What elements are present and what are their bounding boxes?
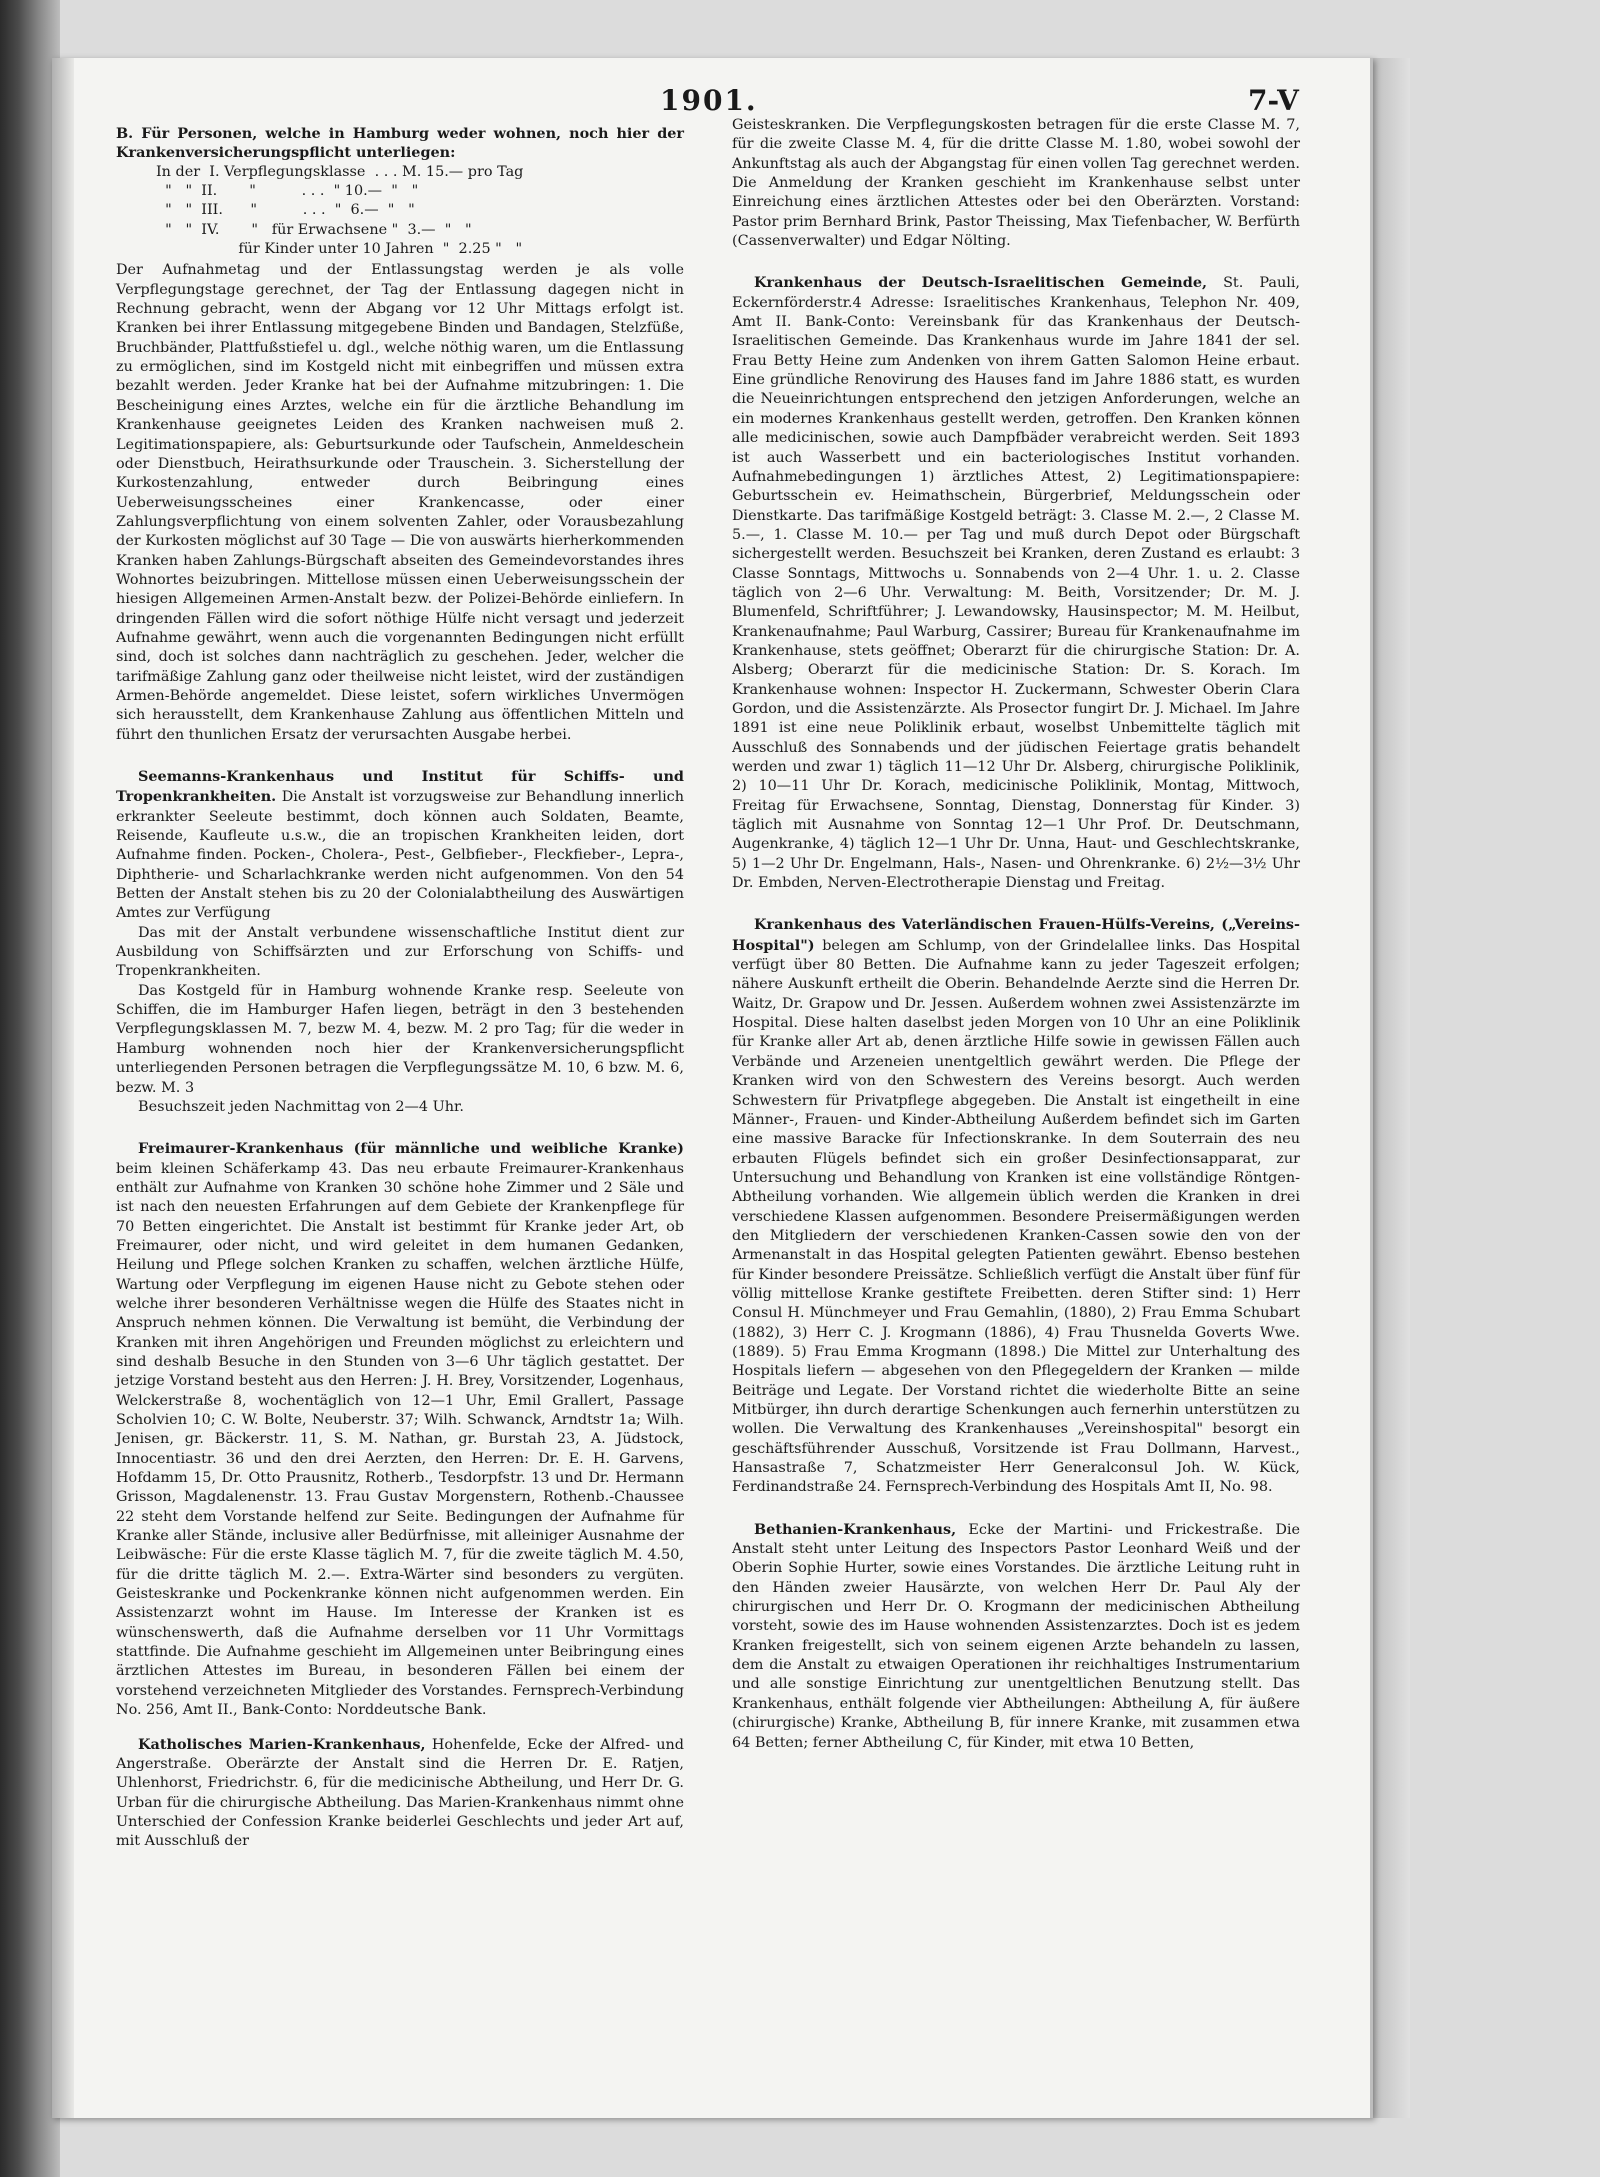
entry-freimaurer-krankenhaus [116,1139,684,1720]
tariff-row: für Kinder unter 10 Jahren " 2.25 " " [156,241,523,258]
entry-text: St. Pauli, Eckernförderstr.4 Adresse: Israelitisches Krankenhaus, Telephon Nr. 409, Amt II. Bank-Conto: Vereinsbank für das Krankenhaus der Deutsch-Israelitischen Gemeinde. Das Krankenhaus wurde im Jahre 1841 der sel. Frau Betty Heine zum Andenken von ihrem Gatten Salomon Heine erbaut. Eine gründliche Renovirung des Hauses fand im Jahre 1886 statt, es wurden die Neueinrichtungen entsprechend den jetzigen Anforderungen, welche an ein modernes Krankenhaus gestellt werden, getroffen. Den Kranken können alle medicinischen, sowie auch Dampfbäder verabreicht werden. Seit 1893 ist auch Wasserbett und ein bacteriologisches Institut vorhanden. Aufnahmebedingungen 1) ärztliches Attest, 2) Legitimationspapiere: Geburtsschein ev. Heimathschein, Bürgerbrief, Meldungsschein oder Dienstkarte. Das tarifmäßige Kostgeld beträgt: 3. Classe M. 2.—, 2 Classe M. 5.—, 1. Classe M. 10.— per Tag und muß durch Depot oder Bürgschaft sichergestellt werden. Besuchszeit bei Kranken, deren Zustand es erlaubt: 3 Classe Sonntags, Mittwochs u. Sonnabends von 2—4 Uhr. 1. u. 2. Classe täglich von 2—6 Uhr. Verwaltung: M. Beith, Vorsitzender; Dr. M. J. Blumenfeld, Schriftführer; J. Lewandowsky, Hausinspector; M. M. Heilbut, Krankenaufnahme; Paul Warburg, Cassirer; Bureau für Krankenaufnahme im Krankenhause, stets geöffnet; Oberarzt für die chirurgische Station: Dr. A. Alsberg; Oberarzt für die medicinische Station: Dr. S. Korach. Im Krankenhause wohnen: Inspector H. Zuckermann, Schwester Oberin Clara Gordon, und die Assistenzärzte. Als Prosector fungirt Dr. J. Michael. Im Jahre 1891 ist eine neue Poliklinik erbaut, woselbst Unbemittelte täglich mit Ausschluß des Sonnabends und der jüdischen Feiertage gratis behandelt werden und zwar 1) täglich 11—12 Uhr Dr. Alsberg, chirurgische Poliklinik, 2) 10—11 Uhr Dr. Korach, medicinische Poliklinik, Montag, Mittwoch, Freitag für Erwachsene, Sonntag, Dienstag, Donnerstag für Kinder. 3) täglich mit Ausnahme von Sonntag 12—1 Uhr Prof. Dr. Deutschmann, Augenkranke, 4) täglich 12—1 Uhr Dr. Unna, Haut- und Geschlechtskranke, 5) 1—2 Uhr Dr. Engelmann, Hals-, Nasen- und Ohrenkranke. 6) 2½—3½ Uhr Dr. Embden, Nerven-Electrotherapie Dienstag und Freitag. [732,275,1300,892]
scan-right-edge [1370,58,1410,2118]
entry-heading: Krankenhaus der Deutsch-Israelitischen Gemeinde, [754,274,1207,292]
right-column [732,116,1300,1753]
entry-seemanns-krankenhaus [116,767,684,1117]
tariff-row: " " II. " . . . " 10.— " " [156,183,419,200]
entry-heading: Freimaurer-Krankenhaus (für männliche und weibliche Kranke) [138,1140,684,1158]
entry-text: Ecke der Martini- und Frickestraße. Die Anstalt steht unter Leitung des Inspectors Pastor Leonhard Weiß und der Oberin Sophie Hurter, sowie eines Vorstandes. Die ärztliche Leitung ruht in den Händen zweier Hausärzte, von welchen Herr Dr. Paul Aly der chirurgischen und Herr Dr. O. Krogmann der medicinischen Abtheilung vorsteht, sowie des im Hause wohnenden Assistenzarztes. Doch ist es jedem Kranken freigestellt, sich von seinem eigenen Arzte behandeln zu lassen, dem die Anstalt zu etwaigen Operationen ihr reichhaltiges Instrumentarium und alle sonstige Einrichtung zur unentgeltlichen Benutzung stellt. Das Krankenhaus, enthält folgende vier Abtheilungen: Abtheilung A, für äußere (chirurgische) Kranke, Abtheilung B, für innere Kranke, mit zusammen etwa 64 Betten; ferner Abtheilung C, für Kinder, mit etwa 10 Betten, [732,1521,1300,1751]
entry-text: Der Aufnahmetag und der Entlassungstag werden je als volle Verpflegungstage gerechnet, der Tag der Entlassung dagegen nicht in Rechnung gebracht, wenn der Abgang vor 12 Uhr Mittags erfolgt ist. Kranken bei ihrer Entlassung mitgegebene Binden und Bandagen, Stelzfüße, Bruchbänder, Plattfußstiefel u. dgl., welche nöthig waren, um die Entlassung zu ermöglichen, sind im Kostgeld nicht mit einbegriffen und müssen extra bezahlt werden. Jeder Kranke hat bei der Aufnahme mitzubringen: 1. Die Bescheinigung eines Arztes, welche ein für die ärztliche Behandlung im Krankenhause geeignetes Leiden des Kranken nachweisen muß 2. Legitimationspapiere, als: Geburtsurkunde oder Taufschein, Anmeldeschein oder Dienstbuch, Heirathsurkunde oder Trauschein. 3. Sicherstellung der Kurkostenzahlung, entweder durch Beibringung eines Ueberweisungsscheines einer Krankencasse, oder einer Zahlungsverpflichtung von einem solventen Zahler, oder Vorausbezahlung der Kurkosten möglichst auf 30 Tage — Die von auswärts hierherkommenden Kranken haben Zahlungs-Bürgschaft abseiten des Gemeindevorstandes ihres Wohnortes beizubringen. Mittellose müssen einen Ueberweisungsschein der hiesigen Allgemeinen Armen-Anstalt bezw. der Polizei-Behörde einliefern. In dringenden Fällen wird die sofort nöthige Hülfe nicht versagt und jederzeit Aufnahme gewährt, wenn auch die vorgenannten Bedingungen nicht erfüllt sind, doch ist solches dann nachträglich zu geschehen. Jeder, welcher die tarifmäßige Zahlung ganz oder theilweise nicht leistet, wird der zuständigen Armen-Behörde angemeldet. Diese leistet, sofern wirkliches Unvermögen sich herausstellt, dem Krankenhause Zahlung aus öffentlichen Mitteln und führt den thunlichen Ersatz der verursachten Ausgabe herbei. [116,262,684,743]
scan-binding-edge [0,0,60,2177]
entry-tariff-b [116,124,684,745]
entry-text: belegen am Schlump, von der Grindelallee links. Das Hospital verfügt über 80 Betten. Die Aufnahme kann zu jeder Tageszeit erfolgen; nähere Auskunft ertheilt die Oberin. Behandelnde Aerzte sind die Herren Dr. Waitz, Dr. Grapow und Dr. Jessen. Außerdem wohnen zwei Assistenzärzte im Hospital. Diese halten daselbst jeden Morgen von 10 Uhr an eine Poliklinik für Kranke aller Art ab, denen ärztliche Hilfe sowie in gewissen Fällen auch Verbände und Arzeneien unentgeltlich gewährt werden. Die Pflege der Kranken wird von den Schwestern des Vereins besorgt. Auch werden Schwestern für Privatpflege abgegeben. Die Anstalt ist eingetheilt in eine Männer-, Frauen- und Kinder-Abtheilung Außerdem befindet sich im Garten eine massive Baracke für Infectionskranke. In dem Souterrain des neu erbauten Flügels befindet sich ein großer Desinfectionsapparat, zur Untersuchung und Behandlung von Kranken ist eine vollständige Röntgen-Abtheilung vorhanden. Wie allgemein üblich werden die Kranken in drei verschiedene Klassen aufgenommen. Besondere Preisermäßigungen werden den Mitgliedern der verschiedenen Kranken-Cassen sowie den von der Armenanstalt in das Hospital gelegten Patienten gewährt. Ebenso bestehen für Kinder besondere Preissätze. Schließlich verfügt die Anstalt über fünf für völlig mittellose Kranke gestiftete Freibetten. deren Stifter sind: 1) Herr Consul H. Münchmeyer und Frau Gemahlin, (1880), 2) Frau Emma Schubart (1882), 3) Herr C. J. Krogmann (1886), 4) Frau Thusnelda Goverts Wwe. (1889). 5) Frau Emma Krogmann (1898.) Die Mittel zur Unterhaltung des Hospitals liefern — abgesehen von den Pflegegeldern der Kranken — milde Beiträge und Legate. Der Vorstand richtet die wiederholte Bitte an seine Mitbürger, ihn durch derartige Schenkungen auch fernerhin unterstützen zu wollen. Die Verwaltung des Krankenhauses „Vereinshospital" besorgt ein geschäftsführender Ausschuß, Vorsitzende ist Frau Dollmann, Harvest., Hansastraße 7, Schatzmeister Herr Generalconsul Joh. W. Kück, Ferdinandstraße 24. Fernsprech-Verbindung des Hospitals Amt II, No. 98. [732,937,1300,1496]
entry-heading: B. Für Personen, welche in Hamburg weder wohnen, noch hier der Krankenversicherungspflicht unterliegen: [116,125,684,162]
left-column [116,124,684,1852]
tariff-row: " " IV. " für Erwachsene " 3.— " " [156,221,472,238]
entry-paragraph: Besuchszeit jeden Nachmittag von 2—4 Uhr. [138,1098,464,1115]
page-fold-shadow [52,58,74,2118]
entry-bethanien-krankenhaus [732,1520,1300,1753]
page-number: 7-V [1248,84,1299,117]
tariff-table [156,163,684,260]
entry-heading: Katholisches Marien-Krankenhaus, [138,1735,426,1753]
entry-paragraph: Das Kostgeld für in Hamburg wohnende Kranke resp. Seeleute von Schiffen, die im Hamburger Hafen liegen, beträgt in den 3 bestehenden Verpflegungsklassen M. 7, bezw M. 4, bezw. M. 2 pro Tag; für die weder in Hamburg wohnenden noch hier der Krankenversicherungspflicht unterliegenden Personen betragen die Verpflegungssätze M. 10, 6 bzw. M. 6, bezw. M. 3 [116,982,684,1096]
entry-text: Geisteskranken. Die Verpflegungskosten betragen für die erste Classe M. 7, für die zweite Classe M. 4, für die dritte Classe M. 1.80, wobei sowohl der Ankunftstag als auch der Abgangstag für einen vollen Tag gerechnet werden. Die Anmeldung der Kranken geschieht im Krankenhause selbst unter Einreichung eines ärztlichen Attestes oder bei den Oberärzten. Vorstand: Pastor prim Bernhard Brink, Pastor Theissing, Max Tiefenbacher, W. Berfürth (Cassenverwalter) und Edgar Nölting. [732,117,1300,250]
entry-marien-continued [732,116,1300,251]
entry-text: Hohenfelde, Ecke der Alfred- und Angerstraße. Oberärzte der Anstalt sind die Herren Dr. E. Ratjen, Uhlenhorst, Friedrichstr. 6, für die medicinische Abtheilung, und Herr Dr. G. Urban für die chirurgische Abtheilung. Das Marien-Krankenhaus nimmt ohne Unterschied der Confession Kranke beiderlei Geschlechts und jeder Art auf, mit Ausschluß der [116,1736,684,1850]
entry-heading: Seemanns-Krankenhaus und Institut für Schiffs- und Tropenkrankheiten. [116,768,684,806]
page-year: 1901. [660,84,758,117]
tariff-row: In der I. Verpflegungsklasse . . . M. 15.— pro Tag [156,163,524,180]
entry-heading: Bethanien-Krankenhaus, [754,1520,957,1538]
entry-paragraph: Das mit der Anstalt verbundene wissenschaftliche Institut dient zur Ausbildung von Schiffsärzten und zur Erforschung von Schiffs- und Tropenkrankheiten. [116,924,684,980]
entry-marien-krankenhaus [116,1735,684,1852]
entry-text: Die Anstalt ist vorzugsweise zur Behandlung innerlich erkrankter Seeleute bestimmt, doch können auch Soldaten, Beamte, Reisende, Kaufleute u.s.w., die an tropischen Krankheiten leiden, dort Aufnahme finden. Pocken-, Cholera-, Pest-, Gelbfieber-, Fleckfieber-, Lepra-, Diphtherie- und Scharlachkranke werden nicht aufgenommen. Von den 54 Betten der Anstalt stehen bis zu 20 der Colonialabtheilung des Auswärtigen Amtes zur Verfügung [116,789,684,922]
entry-israelitisches-krankenhaus [732,273,1300,893]
tariff-row: " " III. " . . . " 6.— " " [156,202,415,219]
entry-heading: Krankenhaus des Vaterländischen Frauen-Hülfs-Vereins, („Vereins-Hospital") [732,916,1300,954]
entry-text: beim kleinen Schäferkamp 43. Das neu erbaute Freimaurer-Krankenhaus enthält zur Aufnahme von Kranken 30 schöne hohe Zimmer und 2 Säle und ist nach den neuesten Erfahrungen auf dem Gebiete der Krankenpflege für 70 Betten eingerichtet. Die Anstalt ist bestimmt für Kranke jeder Art, ob Freimaurer, oder nicht, und wird geleitet in dem humanen Gedanken, Heilung und Pflege solchen Kranken zu schaffen, welchen ärztliche Hülfe, Wartung oder Verpflegung im eigenen Hause nicht zu Gebote stehen oder welche ihrer besonderen Verhältnisse wegen die Hülfe des Staates nicht in Anspruch nehmen können. Die Verwaltung ist bemüht, die Verbindung der Kranken mit ihren Angehörigen und Freunden möglichst zu erleichtern und sind deshalb Besuche in den Stunden von 3—6 Uhr täglich gestattet. Der jetzige Vorstand besteht aus den Herren: J. H. Brey, Vorsitzender, Logenhaus, Welckerstraße 8, wochentäglich von 12—1 Uhr, Emil Grallert, Passage Scholvien 10; C. W. Bolte, Neuberstr. 37; Wilh. Schwanck, Arndtstr 1a; Wilh. Jenisen, gr. Bäckerstr. 11, S. M. Nathan, gr. Burstah 23, A. Jüdstock, Innocentiastr. 36 und den drei Aerzten, den Herren: Dr. E. H. Garvens, Hofdamm 15, Dr. Otto Prausnitz, Rotherb., Tesdorpfstr. 13 und Dr. Hermann Grisson, Magdalenenstr. 13. Frau Gustav Morgenstern, Rothenb.-Chaussee 22 steht dem Vorstande helfend zur Seite. Bedingungen der Aufnahme für Kranke aller Stände, inclusive aller Bedürfnisse, mit alleiniger Ausnahme der Leibwäsche: Für die erste Klasse täglich M. 7, für die zweite täglich M. 4.50, für die dritte täglich M. 2.—. Extra-Wärter sind besonders zu vergüten. Geisteskranke und Pockenkranke können nicht aufgenommen werden. Ein Assistenzarzt wohnt im Hause. Im Interesse der Kranken ist es wünschenswerth, daß die Aufnahme derselben vor 11 Uhr Vormittags stattfinde. Die Aufnahme geschieht im Allgemeinen unter Beibringung eines ärztlichen Attestes im Bureau, in besonderen Fällen bei einem der vorstehend verzeichneten Mitglieder des Vorstandes. Fernsprech-Verbindung No. 256, Amt II., Bank-Conto: Norddeutsche Bank. [116,1160,684,1719]
entry-vereins-hospital [732,915,1300,1497]
